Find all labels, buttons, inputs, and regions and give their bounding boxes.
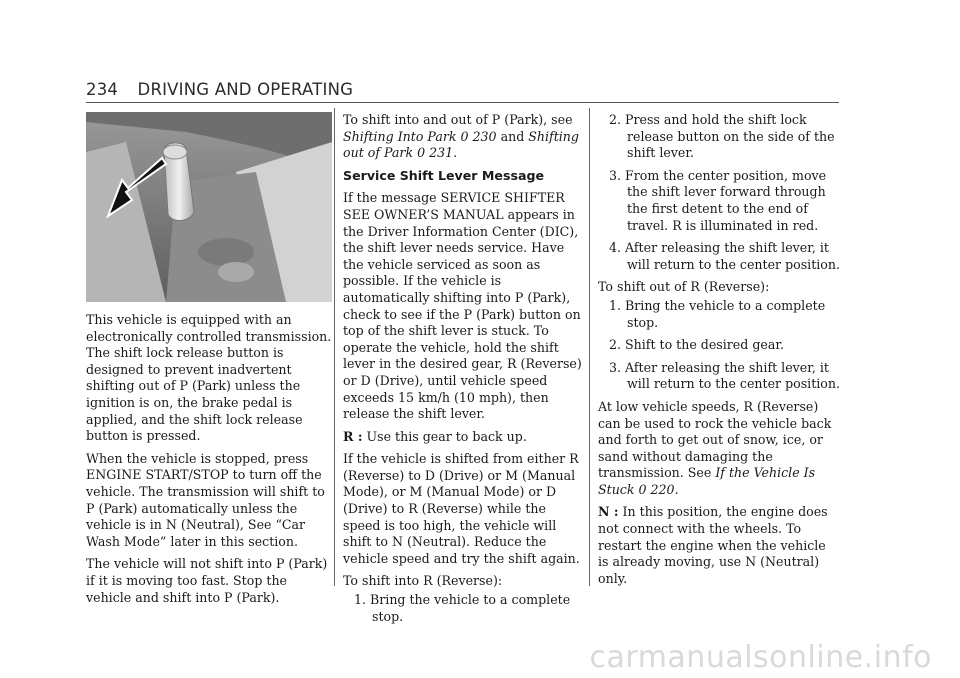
list-item: 1. Bring the vehicle to a complete stop. <box>354 592 571 624</box>
paragraph <box>598 504 840 587</box>
paragraph: When the vehicle is stopped, press ENGINE START/STOP to turn off the vehicle. The transmission will shift to P (Park) automatically unless the vehicle is in N (Neutral), See “Car Wash Mode” later in this section. <box>86 450 325 549</box>
column-1 <box>86 312 334 612</box>
list-item: 4. After releasing the shift lever, it will return to the center position. <box>609 240 840 272</box>
gear-label: N : <box>598 504 619 520</box>
paragraph <box>343 429 583 446</box>
column-2 <box>343 112 583 631</box>
section-heading: Service Shift Lever Message <box>343 167 545 183</box>
text: . <box>674 481 679 497</box>
list-item: 2. Shift to the desired gear. <box>609 337 784 353</box>
section-title: DRIVING AND OPERATING <box>137 80 354 99</box>
column-divider <box>334 108 335 586</box>
paragraph: The vehicle will not shift into P (Park) if it is moving too fast. Stop the vehicle and shift into P (Park). <box>86 556 328 605</box>
page-header <box>86 80 353 99</box>
list-item: 2. Press and hold the shift lock release button on the side of the shift lever. <box>609 112 835 161</box>
text: Use this gear to back up. <box>362 428 527 444</box>
column-3 <box>598 112 840 593</box>
shift-lever-photo <box>86 112 332 302</box>
paragraph: If the message SERVICE SHIFTER SEE OWNER’S MANUAL appears in the Driver Information Center (DIC), the shift lever needs service. Have the vehicle serviced as soon as possible. If the vehicle is automatically shifting into P (Park), check to see if the P (Park) button on top of the shift lever is stuck. To operate the vehicle, hold the shift lever in the desired gear, R (Reverse) or D (Drive), until vehicle speed exceeds 15 km/h (10 mph), then release the shift lever. <box>343 190 582 422</box>
cross-reference-link[interactable]: Shifting out of Park <box>343 128 579 161</box>
paragraph: To shift out of R (Reverse): <box>598 279 770 295</box>
text: and <box>496 128 529 144</box>
header-rule <box>86 102 839 103</box>
column-divider <box>589 108 590 586</box>
list-item: 3. From the center position, move the shift lever forward through the first detent to the end of travel. R is illuminated in red. <box>609 167 827 233</box>
watermark: carmanualsonline.info <box>589 640 932 675</box>
paragraph <box>598 399 840 499</box>
list-item: 3. After releasing the shift lever, it will return to the center position. <box>609 359 840 392</box>
page-reference: 0 230 <box>460 128 497 144</box>
gear-label: R : <box>343 428 363 444</box>
paragraph: If the vehicle is shifted from either R (Reverse) to D (Drive) or M (Manual Mode), or M (Manual Mode) or D (Drive) to R (Reverse) while the speed is too high, the vehicle will shift to N (Neutral). Reduce the vehicle speed and try the shift again. <box>343 451 580 566</box>
text: In this position, the engine does not connect with the wheels. To restart the engine when the vehicle is already moving, use N (Neutral) only. <box>598 504 828 586</box>
text: At low vehicle speeds, R (Reverse) can be used to rock the vehicle back and forth to get out of snow, ice, or sand without damaging the transmission. See <box>598 398 832 481</box>
page-reference: 0 220 <box>638 481 675 497</box>
page-number: 234 <box>86 80 119 99</box>
cross-reference-link[interactable]: If the Vehicle Is Stuck <box>598 465 816 497</box>
text: To shift into and out of P (Park), see <box>343 112 573 127</box>
cross-reference-link[interactable]: Shifting Into Park <box>343 128 457 144</box>
list-item: 1. Bring the vehicle to a complete stop. <box>609 297 826 330</box>
page-reference: 0 231 <box>417 145 454 161</box>
text: . <box>453 145 458 161</box>
paragraph: To shift into R (Reverse): <box>343 573 503 589</box>
paragraph <box>343 112 583 162</box>
paragraph: This vehicle is equipped with an electronically controlled transmission. The shift lock release button is designed to prevent inadvertent shifting out of P (Park) unless the ignition is on, the brake pedal is applied, and the shift lock release button is pressed. <box>86 312 332 444</box>
